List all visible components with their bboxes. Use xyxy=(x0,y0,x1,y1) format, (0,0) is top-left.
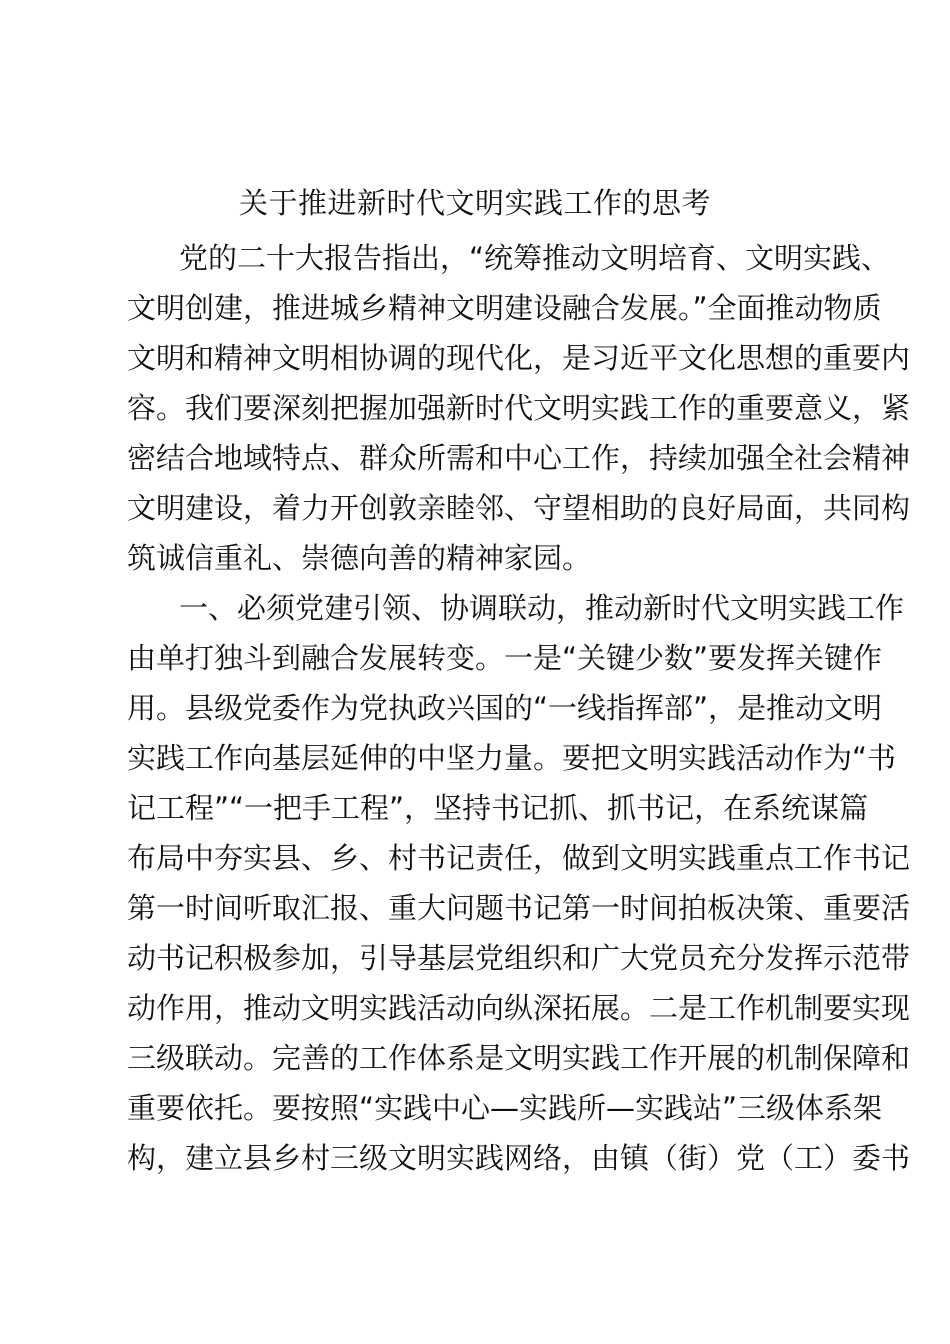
paragraph-line: 三级联动。完善的工作体系是文明实践工作开展的机制保障和 xyxy=(127,1041,911,1075)
paragraph-line: 文明创建，推进城乡精神文明建设融合发展。”全面推动物质 xyxy=(127,291,882,325)
paragraph-line: 密结合地域特点、群众所需和中心工作，持续加强全社会精神 xyxy=(127,441,911,475)
paragraph-line: 布局中夯实县、乡、村书记责任，做到文明实践重点工作书记 xyxy=(127,841,911,875)
paragraph-line: 动作用，推动文明实践活动向纵深拓展。二是工作机制要实现 xyxy=(127,991,911,1025)
paragraph-line: 记工程”“一把手工程”，坚持书记抓、抓书记，在系统谋篇 xyxy=(127,791,869,825)
document-body xyxy=(127,233,911,1183)
paragraph-line: 重要依托。要按照“实践中心—实践所—实践站”三级体系架 xyxy=(127,1091,883,1125)
document-title: 关于推进新时代文明实践工作的思考 xyxy=(238,186,711,220)
paragraph-line: 一、必须党建引领、协调联动，推动新时代文明实践工作 xyxy=(179,591,905,625)
paragraph-line: 由单打独斗到融合发展转变。一是“关键少数”要发挥关键作 xyxy=(127,641,883,675)
paragraph-line: 党的二十大报告指出，“统筹推动文明培育、文明实践、 xyxy=(179,241,891,275)
paragraph-line: 容。我们要深刻把握加强新时代文明实践工作的重要意义，紧 xyxy=(127,391,911,425)
paragraph-line: 构，建立县乡村三级文明实践网络，由镇（街）党（工）委书 xyxy=(127,1141,911,1175)
paragraph-line: 筑诚信重礼、崇德向善的精神家园。 xyxy=(127,541,592,575)
paragraph-1 xyxy=(127,233,911,583)
paragraph-line: 第一时间听取汇报、重大问题书记第一时间拍板决策、重要活 xyxy=(127,891,911,925)
paragraph-2 xyxy=(127,583,911,1183)
paragraph-line: 实践工作向基层延伸的中坚力量。要把文明实践活动作为“书 xyxy=(127,741,897,775)
paragraph-line: 文明建设，着力开创敦亲睦邻、守望相助的良好局面，共同构 xyxy=(127,491,911,525)
paragraph-line: 用。县级党委作为党执政兴国的“一线指挥部”，是推动文明 xyxy=(127,691,883,725)
paragraph-line: 动书记积极参加，引导基层党组织和广大党员充分发挥示范带 xyxy=(127,941,911,975)
paragraph-line: 文明和精神文明相协调的现代化，是习近平文化思想的重要内 xyxy=(127,341,911,375)
